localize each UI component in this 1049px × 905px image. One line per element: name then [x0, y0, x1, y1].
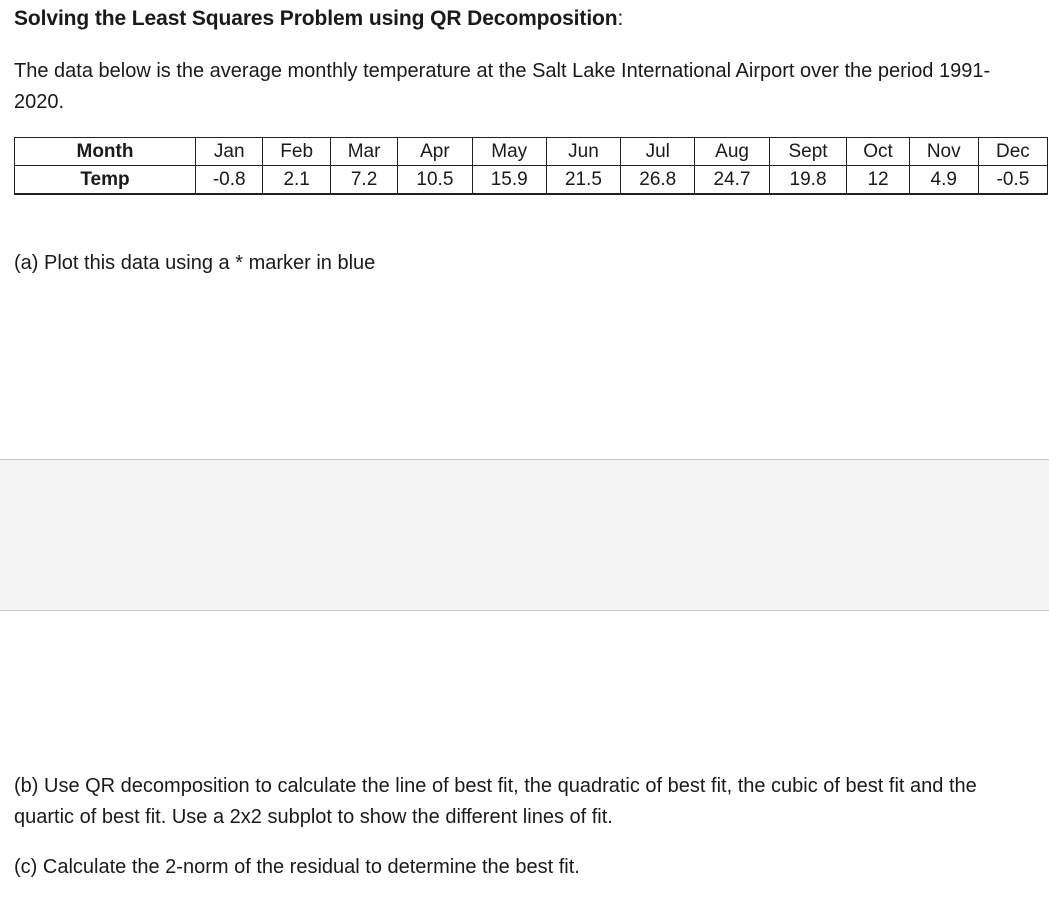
- temp-cell: 21.5: [546, 166, 620, 195]
- title-text: Solving the Least Squares Problem using QR Decomposition: [14, 7, 618, 30]
- temp-cell: 10.5: [398, 166, 472, 195]
- question-c: (c) Calculate the 2-norm of the residual to determine the best fit.: [14, 856, 580, 878]
- page-title: [14, 7, 623, 31]
- temp-cell: 7.2: [330, 166, 397, 195]
- month-cell: Apr: [398, 138, 472, 166]
- temp-header: Temp: [15, 166, 196, 195]
- page-break-band-bottom: [0, 536, 1049, 611]
- temp-cell: 24.7: [695, 166, 769, 195]
- title-colon: :: [617, 7, 624, 30]
- month-cell: Jul: [621, 138, 695, 166]
- intro-paragraph: The data below is the average monthly temperature at the Salt Lake International Airport over the period 1991-2020.: [14, 60, 991, 113]
- temp-cell: 26.8: [621, 166, 695, 195]
- temp-cell: 4.9: [909, 166, 978, 195]
- temp-cell: 12: [847, 166, 909, 195]
- month-cell: Mar: [330, 138, 397, 166]
- month-row: [15, 138, 1048, 166]
- month-cell: Sept: [769, 138, 847, 166]
- month-cell: Nov: [909, 138, 978, 166]
- temp-cell: 19.8: [769, 166, 847, 195]
- question-b: (b) Use QR decomposition to calculate the line of best fit, the quadratic of best fit, the cubic of best fit and the quartic of best fit. Use a 2x2 subplot to show the different lines of fit.: [14, 775, 977, 828]
- temp-row: [15, 166, 1048, 195]
- temp-cell: 15.9: [472, 166, 546, 195]
- month-cell: Jun: [546, 138, 620, 166]
- temp-cell: -0.5: [978, 166, 1047, 195]
- month-cell: Aug: [695, 138, 769, 166]
- page-break-band-top: [0, 459, 1049, 537]
- temp-cell: -0.8: [196, 166, 263, 195]
- temperature-table: [14, 137, 1048, 195]
- question-a: (a) Plot this data using a * marker in blue: [14, 252, 376, 274]
- temp-cell: 2.1: [263, 166, 330, 195]
- month-cell: Jan: [196, 138, 263, 166]
- month-cell: Oct: [847, 138, 909, 166]
- month-cell: Feb: [263, 138, 330, 166]
- month-cell: May: [472, 138, 546, 166]
- month-header: Month: [15, 138, 196, 166]
- month-cell: Dec: [978, 138, 1047, 166]
